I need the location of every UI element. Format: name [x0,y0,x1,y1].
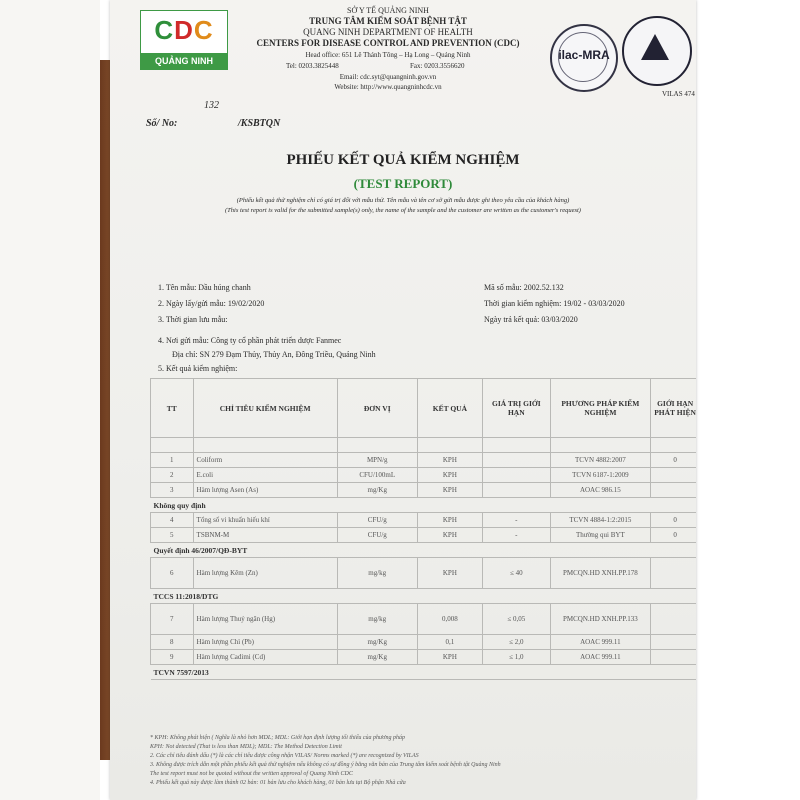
sender-address: Địa chỉ: SN 279 Đạm Thủy, Thủy An, Đông Triều, Quảng Ninh [172,350,376,359]
table-row: 6 Hàm lượng Kẽm (Zn) mg/kg KPH ≤ 40 PMCQN.HD XNH.PP.178 [151,558,697,589]
col-header-limit: GIÁ TRỊ GIỚI HẠN [483,379,550,438]
center-name-en: CENTERS FOR DISEASE CONTROL AND PREVENTION (CDC) [256,38,520,48]
section-row: TCVN 7597/2013 [151,665,697,680]
report-title-en: (TEST REPORT) [353,176,453,191]
center-name-vi: TRUNG TÂM KIỂM SOÁT BỆNH TẬT [309,16,467,26]
test-report-sheet [110,0,696,800]
table-row: 4 Tổng số vi khuẩn hiếu khí CFU/g KPH - TCVN 4884-1:2:2015 0 [151,513,697,528]
table-row: 5 TSBNM-M CFU/g KPH - Thường qui BYT 0 [151,528,697,543]
results-table [150,378,696,680]
footnote: The test report must not be quoted without the written approval of Quang Ninh CDC [150,771,353,777]
section-row: TCCS 11:2018/DTG [151,589,697,604]
website: Website: http://www.quangninhcdc.vn [334,83,442,91]
ilac-mra-seal: ilac-MRA [550,24,618,92]
sender: 4. Nơi gửi mẫu: Công ty cổ phần phát triển dược Fanmec [158,336,342,345]
table-row: 2 E.coli CFU/100mL KPH TCVN 6187-1:2009 [151,468,697,483]
cdc-logo: CDC QUẢNG NINH [140,10,228,70]
sample-name: 1. Tên mẫu: Dầu húng chanh [158,283,251,292]
accreditation-triangle-icon [641,34,669,60]
footnote: 4. Phiếu kết quả này được làm thành 02 bản: 01 bản lưu cho khách hàng, 01 bản lưu tại Bộ phận Nhà cửa [150,780,406,786]
footnote: 3. Không được trích dẫn một phần phiếu kết quả thử nghiệm nếu không có sự đồng ý bằng văn bản của Trung tâm kiểm soát bệnh tật Quảng Ninh [150,762,501,768]
footnote: * KPH: Không phát hiện ( Nghĩa là nhỏ hơn MDL; MDL: Giới hạn định lượng tối thiểu của phương pháp [150,735,406,741]
footnote: 2. Các chỉ tiêu đánh dấu (*) là các chỉ tiêu được công nhận VILAS/ Norms marked (*) are recognized by VILAS [150,753,419,759]
col-header-no: TT [151,379,194,438]
date-received: 2. Ngày lấy/gửi mẫu: 19/02/2020 [158,299,265,308]
department-name-en: QUANG NINH DEPARTMENT OF HEALTH [303,27,473,37]
col-header-result: KẾT QUẢ [417,379,482,438]
col-header-criteria: CHỈ TIÊU KIỂM NGHIỆM [193,379,337,438]
report-number-value: 132 [204,100,219,111]
head-office-address: Head office: 651 Lê Thánh Tông – Hạ Long – Quảng Ninh [305,51,471,59]
telephone: Tel: 0203.3825448 [286,62,339,70]
test-period: Thời gian kiểm nghiệm: 19/02 - 03/03/2020 [484,299,625,308]
ministry-name: SỞ Y TẾ QUẢNG NINH [347,6,429,15]
email: Email: cdc.syt@quangninh.gov.vn [339,73,437,81]
background-surface [0,0,100,800]
vilas-accreditation-seal [622,16,692,86]
section-row: Không quy định [151,498,697,513]
results-label: 5. Kết quả kiểm nghiệm: [158,364,238,373]
report-title-vi: PHIẾU KẾT QUẢ KIỂM NGHIỆM [286,152,520,168]
result-return-date: Ngày trả kết quả: 03/03/2020 [484,315,578,324]
storage-time: 3. Thời gian lưu mẫu: [158,315,228,324]
table-row: 1 Coliform MPN/g KPH TCVN 4882:2007 0 [151,453,697,468]
report-number-suffix: /KSBTQN [238,118,281,129]
col-header-method: PHƯƠNG PHÁP KIỂM NGHIỆM [550,379,651,438]
table-row: 3 Hàm lượng Asen (As) mg/Kg KPH AOAC 986.15 [151,483,697,498]
validity-note-en: (This test report is valid for the submitted sample(s) only, the name of the sample and the customer are written as the customer's request) [225,207,581,214]
vilas-number: VILAS 474 [662,90,695,98]
footnote: KPH: Not detected (That is less than MDL); MDL: The Method Detection Limit [150,744,342,750]
fax: Fax: 0203.3556620 [410,62,465,70]
logo-region-label: QUẢNG NINH [141,53,227,69]
report-number-label: Số/ No: [146,118,178,129]
table-row: 8 Hàm lượng Chì (Pb) mg/Kg 0,1 ≤ 2,0 AOAC 999.11 [151,635,697,650]
section-row: Quyết định 46/2007/QĐ-BYT [151,543,697,558]
col-header-detection-limit: GIỚI HẠN PHÁT HIỆN [651,379,696,438]
validity-note-vi: (Phiếu kết quả thử nghiệm chỉ có giá trị đối với mẫu thử. Tên mẫu và tên cơ sở gửi mẫu được ghi theo yêu cầu của khách hàng) [236,197,570,204]
table-header-row [151,379,697,438]
col-header-unit: ĐƠN VỊ [337,379,417,438]
table-row: 7 Hàm lượng Thuỷ ngân (Hg) mg/kg 0,008 ≤ 0,05 PMCQN.HD XNH.PP.133 [151,604,697,635]
sample-code: Mã số mẫu: 2002.52.132 [484,283,564,292]
table-row: 9 Hàm lượng Cadimi (Cd) mg/Kg KPH ≤ 1,0 AOAC 999.11 [151,650,697,665]
